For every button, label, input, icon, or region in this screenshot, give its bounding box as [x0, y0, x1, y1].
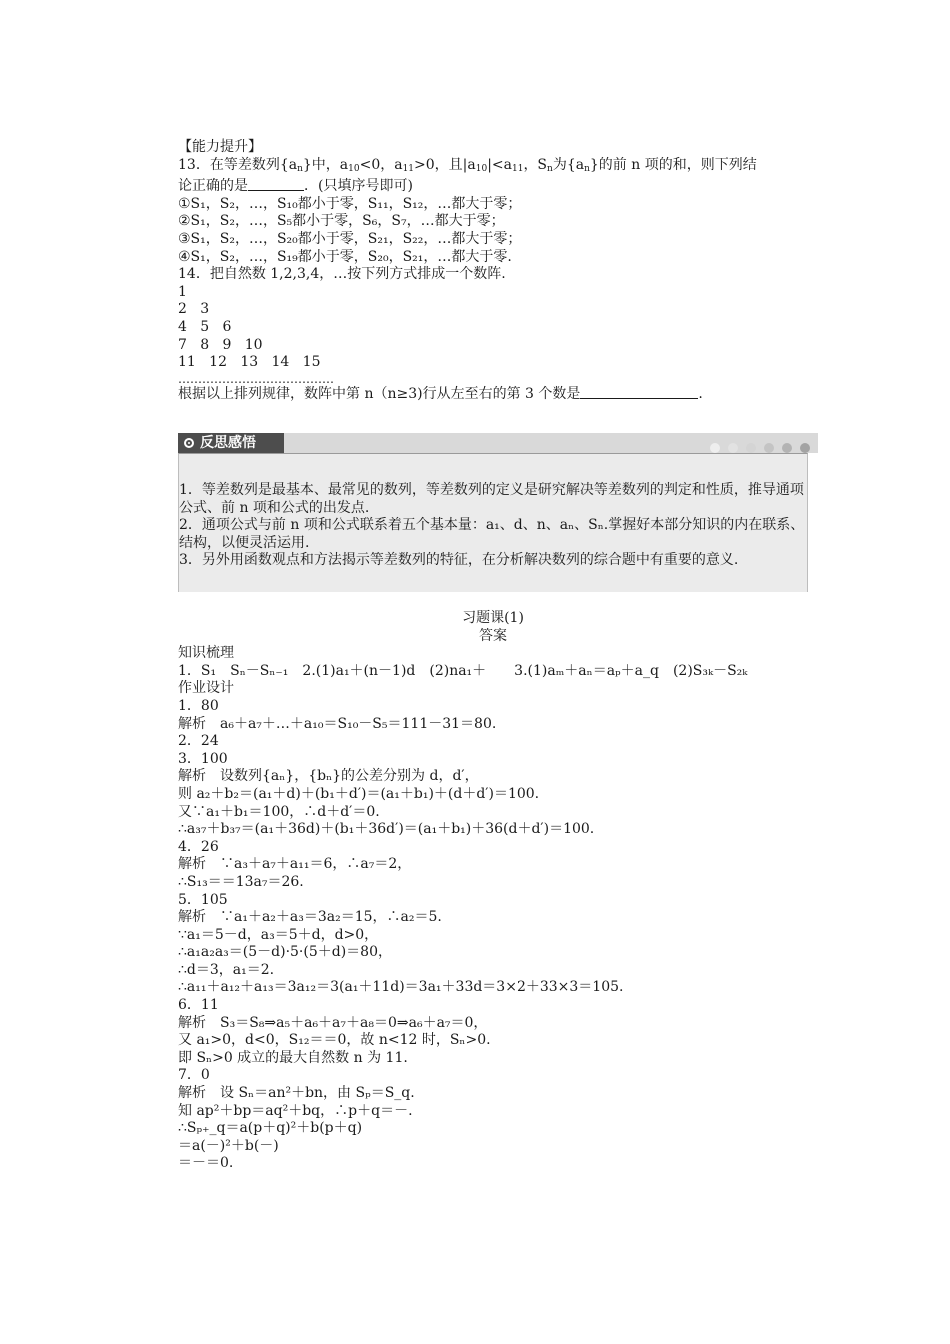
answer-line: ＝－＝0.: [178, 1155, 234, 1172]
answer-line: ∴d＝3，a₁＝2.: [178, 961, 275, 978]
answer-line: 则 a₂＋b₂＝(a₁＋d)＋(b₁＋d′)＝(a₁＋b₁)＋(d＋d′)＝100.: [178, 785, 540, 802]
answer-line: 5．105: [178, 891, 228, 908]
answer-lines: [178, 645, 808, 1173]
answer-subtitle: 答案: [479, 627, 507, 644]
answer-line: 解析 设数列{aₙ}，{bₙ}的公差分别为 d，d′，: [178, 768, 479, 785]
answer-line: ∴S₁₃＝＝13a₇＝26.: [178, 873, 304, 890]
q14-array-row: 7 8 9 10: [178, 336, 263, 353]
dot-icon: [764, 443, 774, 453]
q13-answer-blank: [248, 178, 304, 191]
answer-title: 习题课(1): [462, 610, 524, 626]
answer-line: 解析 ∵a₃＋a₇＋a₁₁＝6，∴a₇＝2，: [178, 856, 412, 873]
answer-line: ∴Sₚ₊_q＝a(p＋q)²＋b(p＋q): [178, 1120, 363, 1137]
answer-line: ∵a₁＝5－d，a₃＝5＋d，d>0，: [178, 926, 379, 943]
reflection-point-1: 1．等差数列是最基本、最常见的数列，等差数列的定义是研究解决等差数列的判定和性质，推导通项公式、前 n 项和公式的出发点.: [179, 482, 804, 516]
dot-icon: [746, 443, 756, 453]
answer-line: 7．0: [178, 1067, 210, 1084]
dot-icon: [710, 443, 720, 453]
decorative-dots: [702, 438, 810, 453]
answer-line: 解析 ∵a₁＋a₂＋a₃＝3a₂＝15，∴a₂＝5.: [178, 909, 442, 926]
target-icon: [184, 438, 194, 448]
q14-answer-blank: [580, 386, 698, 399]
q13-stem-line1: 13．在等差数列$\{a_n\}$中，$a_{10}<0$，$a_{11}>0$，且$|a_{10}|<a_{11}$，$S_n$为$\{a_n\}$的前 n 项的和，则下列结: [178, 156, 757, 174]
answer-line: 4．26: [178, 838, 219, 855]
answer-line: 1．80: [178, 697, 219, 714]
answer-line: ∴a₁₁＋a₁₂＋a₁₃＝3a₁₂＝3(a₁＋11d)＝3a₁＋33d＝3×2＋33×3＝105.: [178, 979, 624, 996]
answer-line: 解析 a₆＋a₇＋…＋a₁₀＝S₁₀－S₅＝111－31＝80.: [178, 715, 497, 732]
answer-line: 3．100: [178, 750, 228, 767]
q13-option-2: ②S₁，S₂，…，S₅都小于零，S₆，S₇，…都大于零；: [178, 213, 505, 230]
exercise-section: [178, 139, 808, 403]
q14-stem: 14．把自然数 1,2,3,4，…按下列方式排成一个数阵.: [178, 266, 506, 283]
q14-array-row: 4 5 6: [178, 318, 232, 335]
dot-icon: [782, 443, 792, 453]
reflection-box: [178, 453, 808, 592]
answer-line: 作业设计: [178, 680, 234, 697]
q14-question: 根据以上排列规律，数阵中第 n（n≥3)行从左至右的第 3 个数是 .: [178, 385, 703, 402]
answer-line: ∴a₃₇＋b₃₇＝(a₁＋36d)＋(b₁＋36d′)＝(a₁＋b₁)＋36(d＋d′)＝100.: [178, 821, 595, 838]
answer-line: 解析 S₃＝S₈⇒a₅＋a₆＋a₇＋a₈＝0⇒a₆＋a₇＝0，: [178, 1014, 488, 1031]
answer-line: ＝a(－)²＋b(－): [178, 1137, 279, 1154]
answer-line: 知识梳理: [178, 645, 234, 662]
dot-icon: [800, 443, 810, 453]
q13-option-1: ①S₁，S₂，…，S₁₀都小于零，S₁₁，S₁₂，…都大于零；: [178, 195, 522, 212]
answer-line: 又∵a₁＋b₁＝100，∴d＋d′＝0.: [178, 803, 380, 820]
q14-array-row: 1: [178, 283, 187, 300]
answer-line: 知 ap²＋bp＝aq²＋bq，∴p＋q＝－.: [178, 1102, 413, 1119]
dot-icon: [728, 443, 738, 453]
answer-line: 6．11: [178, 997, 219, 1014]
answer-line: 又 a₁>0，d<0，S₁₂＝＝0，故 n<12 时，Sₙ>0.: [178, 1032, 491, 1049]
q13-option-4: ④S₁，S₂，…，S₁₉都小于零，S₂₀，S₂₁，…都大于零.: [178, 248, 512, 265]
q14-array-row: 2 3: [178, 301, 210, 318]
answer-line: 1．S₁ Sₙ－Sₙ₋₁ 2.(1)a₁＋(n－1)d (2)na₁＋ 3.(1)aₘ＋aₙ＝aₚ＋a_q (2)S₃ₖ－S₂ₖ: [178, 662, 748, 679]
section-heading: 【能力提升】: [178, 139, 262, 155]
answer-section: [178, 610, 808, 1173]
answer-line: 即 Sₙ>0 成立的最大自然数 n 为 11.: [178, 1049, 408, 1066]
answer-line: ∴a₁a₂a₃＝(5－d)·5·(5＋d)＝80，: [178, 944, 392, 961]
q14-array-ellipsis: …………………………………: [178, 371, 334, 386]
q13-stem-line2: 论正确的是 ．(只填序号即可): [178, 178, 413, 195]
answer-line: 解析 设 Sₙ＝an²＋bn，由 Sₚ＝S_q.: [178, 1085, 415, 1102]
answer-line: 2．24: [178, 733, 219, 750]
reflection-point-3: 3．另外用函数观点和方法揭示等差数列的特征，在分析解决数列的综合题中有重要的意义.: [179, 552, 739, 569]
reflection-tab: 反思感悟: [178, 433, 284, 453]
reflection-point-2: 2．通项公式与前 n 项和公式联系着五个基本量：a₁、d、n、aₙ、Sₙ.掌握好本部分知识的内在联系、结构，以便灵活运用.: [179, 517, 805, 551]
reflection-banner: [178, 433, 818, 453]
q13-option-3: ③S₁，S₂，…，S₂₀都小于零，S₂₁，S₂₂，…都大于零；: [178, 230, 522, 247]
q14-array-row: 11 12 13 14 15: [178, 354, 321, 371]
